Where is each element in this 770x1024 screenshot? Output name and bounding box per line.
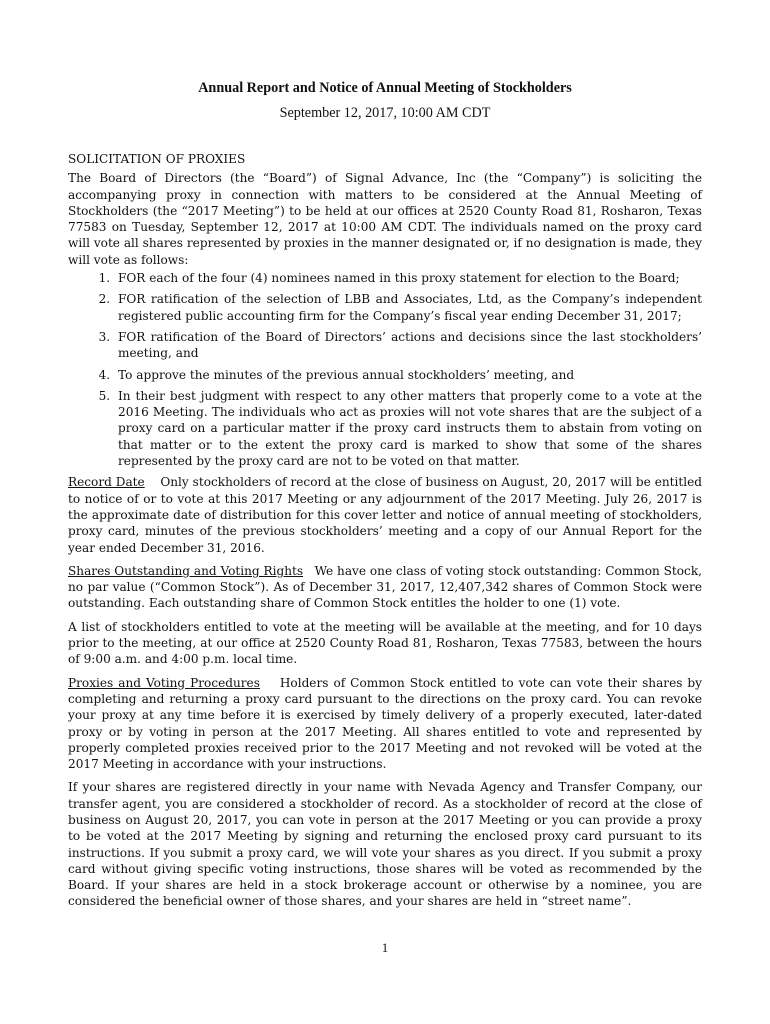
voting-items-list bbox=[68, 270, 702, 469]
list-item: 2. FOR ratification of the selection of LBB and Associates, Ltd, as the Company’s independent registered public accounting firm for the Company’s fiscal year ending December 31, 2017; bbox=[114, 291, 702, 324]
shares-outstanding-text: We have one class of voting stock outstanding: Common Stock, no par value (“Common Stock”). As of December 31, 2017, 12,407,342 shares of Common Stock were outstanding. Each outstanding share of Common Stock entitles the holder to one (1) vote. bbox=[68, 563, 702, 611]
list-item: 5. In their best judgment with respect to any other matters that properly come to a vote at the 2016 Meeting. The individuals who act as proxies will not vote shares that are the subject of a proxy card on a particular matter if the proxy card instructs them to abstain from voting on that matter or to the extent the proxy card is marked to show that some of the shares represented by the proxy card are not to be voted on that matter. bbox=[114, 388, 702, 469]
registered-shares-paragraph: If your shares are registered directly in your name with Nevada Agency and Transfer Company, our transfer agent, you are considered a stockholder of record. As a stockholder of record at the close of business on August 20, 2017, you can vote in person at the 2017 Meeting or you can provide a proxy to be voted at the 2017 Meeting by signing and returning the enclosed proxy card pursuant to its instructions. If you submit a proxy card, we will vote your shares as you direct. If you submit a proxy card without giving specific voting instructions, those shares will be voted as recommended by the Board. If your shares are held in a stock brokerage account or otherwise by a nominee, you are considered the beneficial owner of those shares, and your shares are held in “street name”. bbox=[68, 780, 702, 909]
shares-outstanding-paragraph bbox=[68, 563, 702, 612]
proxies-voting-text: Holders of Common Stock entitled to vote can vote their shares by completing and returning a proxy card pursuant to the directions on the proxy card. You can revoke your proxy at any time before it is exercised by timely delivery of a properly executed, later-dated proxy or by voting in person at the 2017 Meeting. All shares entitled to vote and represented by properly completed proxies received prior to the 2017 Meeting and not revoked will be voted at the 2017 Meeting in accordance with your instructions. bbox=[68, 675, 702, 772]
proxies-voting-heading: Proxies and Voting Procedures bbox=[68, 675, 260, 690]
list-item: 4. To approve the minutes of the previous annual stockholders’ meeting, and bbox=[114, 367, 702, 383]
record-date-text: Only stockholders of record at the close of business on August, 20, 2017 will be entitled to notice of or to vote at this 2017 Meeting or any adjournment of the 2017 Meeting. July 26, 2017 is the approximate date of distribution for this cover letter and notice of annual meeting of stockholders, proxy card, minutes of the previous stockholders’ meeting and a copy of our Annual Report for the year ended December 31, 2016. bbox=[68, 475, 702, 555]
record-date-heading: Record Date bbox=[68, 475, 145, 490]
list-item: 3. FOR ratification of the Board of Directors’ actions and decisions since the last stockholders’ meeting, and bbox=[114, 329, 702, 362]
stockholder-list-paragraph: A list of stockholders entitled to vote at the meeting will be available at the meeting, and for 10 days prior to the meeting, at our office at 2520 County Road 81, Rosharon, Texas 77583, between the hours of 9:00 a.m. and 4:00 p.m. local time. bbox=[68, 619, 702, 667]
page-number: 1 bbox=[381, 940, 389, 955]
document-title: Annual Report and Notice of Annual Meeting of Stockholders bbox=[198, 80, 572, 96]
meeting-date: September 12, 2017, 10:00 AM CDT bbox=[279, 105, 491, 121]
intro-paragraph: The Board of Directors (the “Board”) of Signal Advance, Inc (the “Company”) is soliciting the accompanying proxy in connection with matters to be considered at the Annual Meeting of Stockholders (the “2017 Meeting”) to be held at our offices at 2520 County Road 81, Rosharon, Texas 77583 on Tuesday, September 12, 2017 at 10:00 AM CDT. The individuals named on the proxy card will vote all shares represented by proxies in the manner designated or, if no designation is made, they will vote as follows: bbox=[68, 171, 702, 267]
proxies-voting-paragraph bbox=[68, 675, 702, 773]
section-heading: SOLICITATION OF PROXIES bbox=[68, 152, 246, 166]
list-item: 1. FOR each of the four (4) nominees named in this proxy statement for election to the Board; bbox=[114, 270, 702, 286]
record-date-paragraph bbox=[68, 474, 702, 555]
shares-outstanding-heading: Shares Outstanding and Voting Rights bbox=[68, 563, 304, 578]
